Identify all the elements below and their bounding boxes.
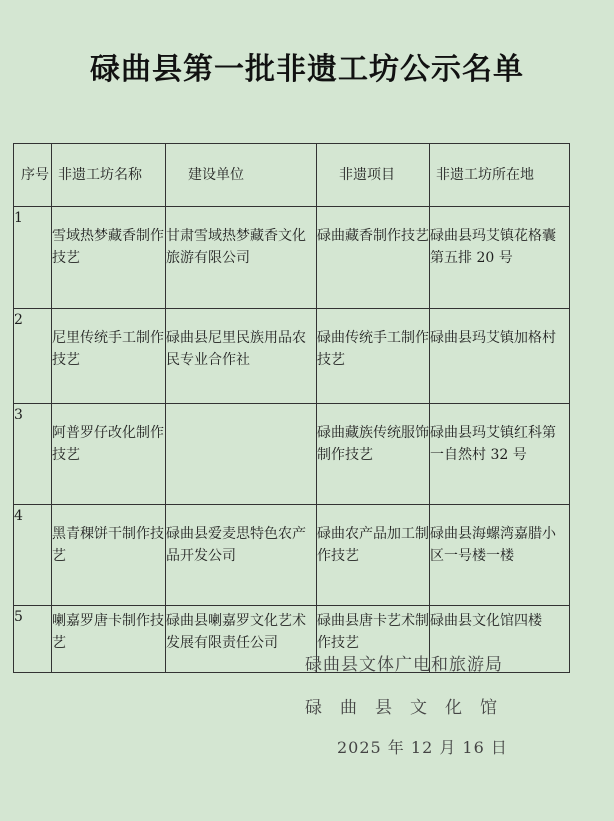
heritage-project: 碌曲藏族传统服饰制作技艺 bbox=[317, 404, 430, 505]
table-row bbox=[14, 505, 570, 606]
workshop-name: 阿普罗仔改化制作技艺 bbox=[52, 404, 166, 505]
issuing-bureau: 碌曲县文体广电和旅游局 bbox=[305, 655, 503, 675]
workshop-name: 黑青稞饼干制作技艺 bbox=[52, 505, 166, 606]
heritage-project: 碌曲传统手工制作技艺 bbox=[317, 309, 430, 404]
builder-unit: 碌曲县喇嘉罗文化艺术发展有限责任公司 bbox=[166, 606, 317, 673]
heritage-project: 碌曲藏香制作技艺 bbox=[317, 207, 430, 309]
builder-unit: 甘肃雪域热梦藏香文化旅游有限公司 bbox=[166, 207, 317, 309]
row-number: 3 bbox=[14, 404, 52, 505]
workshop-location: 碌曲县玛艾镇加格村 bbox=[430, 309, 570, 404]
table-header-row bbox=[14, 144, 570, 207]
table-row bbox=[14, 309, 570, 404]
issue-date: 2025 年 12 月 16 日 bbox=[337, 738, 508, 757]
workshop-location: 碌曲县文化馆四楼 bbox=[430, 606, 570, 673]
header-workshop-name: 非遗工坊名称 bbox=[52, 144, 166, 207]
row-number: 2 bbox=[14, 309, 52, 404]
workshop-location: 碌曲县玛艾镇红科第一自然村 32 号 bbox=[430, 404, 570, 505]
workshop-name: 喇嘉罗唐卡制作技艺 bbox=[52, 606, 166, 673]
builder-unit: 碌曲县爱麦思特色农产品开发公司 bbox=[166, 505, 317, 606]
builder-unit: 碌曲县尼里民族用品农民专业合作社 bbox=[166, 309, 317, 404]
workshop-location: 碌曲县海螺湾嘉腊小区一号楼一楼 bbox=[430, 505, 570, 606]
table-row bbox=[14, 207, 570, 309]
header-location: 非遗工坊所在地 bbox=[430, 144, 570, 207]
builder-unit bbox=[166, 404, 317, 505]
header-number: 序号 bbox=[14, 144, 52, 207]
workshop-name: 雪域热梦藏香制作技艺 bbox=[52, 207, 166, 309]
row-number: 5 bbox=[14, 606, 52, 673]
row-number: 1 bbox=[14, 207, 52, 309]
header-project: 非遗项目 bbox=[317, 144, 430, 207]
heritage-project: 碌曲县唐卡艺术制作技艺 bbox=[317, 606, 430, 673]
roster-table bbox=[13, 143, 570, 673]
issuing-culture-center: 碌曲县文化馆 bbox=[305, 698, 515, 718]
header-builder: 建设单位 bbox=[166, 144, 317, 207]
page-title: 碌曲县第一批非遗工坊公示名单 bbox=[90, 52, 524, 87]
row-number: 4 bbox=[14, 505, 52, 606]
table-row bbox=[14, 404, 570, 505]
heritage-project: 碌曲农产品加工制作技艺 bbox=[317, 505, 430, 606]
workshop-location: 碌曲县玛艾镇花格囊第五排 20 号 bbox=[430, 207, 570, 309]
workshop-name: 尼里传统手工制作技艺 bbox=[52, 309, 166, 404]
